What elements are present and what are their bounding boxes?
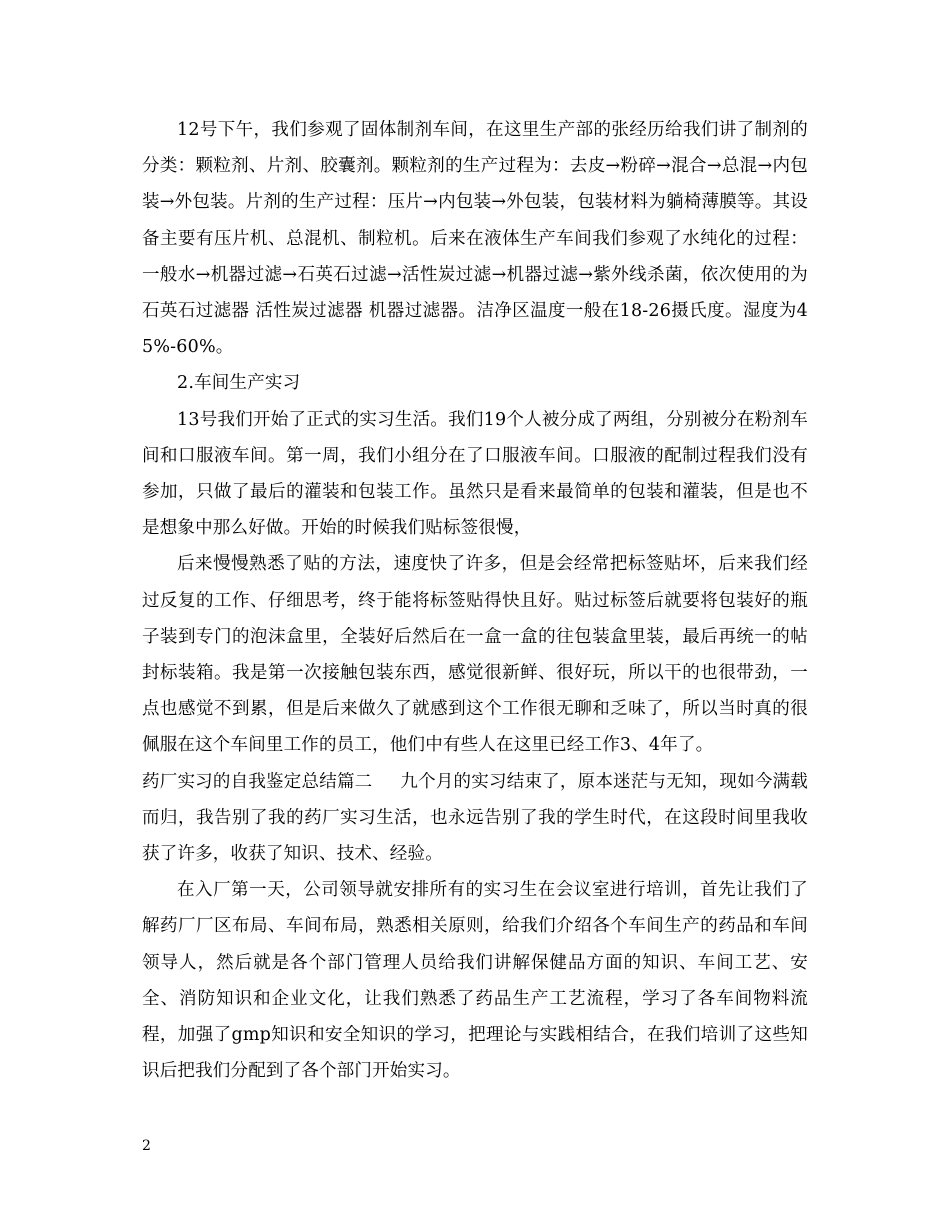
paragraph-solid-dosage-visit: 12号下午，我们参观了固体制剂车间，在这里生产部的张经历给我们讲了制剂的分类：颗粒剂、片剂、胶囊剂。颗粒剂的生产过程为：去皮→粉碎→混合→总混→内包装→外包装。片剂的生产过程：压片→内包装→外包装，包装材料为躺椅薄膜等。其设备主要有压片机、总混机、制粒机。后来在液体生产车间我们参观了水纯化的过程：一般水→机器过滤→石英石过滤→活性炭过滤→机器过滤→紫外线杀菌，依次使用的为石英石过滤器 活性炭过滤器 机器过滤器。洁净区温度一般在18-26摄氏度。湿度为45%-60%。 (142, 120, 808, 358)
paragraph-labeling-work: 后来慢慢熟悉了贴的方法，速度快了许多，但是会经常把标签贴坏，后来我们经过反复的工作、仔细思考，终于能将标签贴得快且好。贴过标签后就要将包装好的瓶子装到专门的泡沫盒里，全装好后然后在一盒一盒的往包装盒里装，最后再统一的帖封标装箱。我是第一次接触包装东西，感觉很新鲜、很好玩，所以干的也很带劲，一点也感觉不到累，但是后来做久了就感到这个工作很无聊和乏味了，所以当时真的很佩服在这个车间里工作的员工，他们中有些人在这里已经工作3、4年了。 (142, 554, 808, 756)
document-body (142, 112, 808, 1089)
section-two-opening (142, 764, 808, 873)
subheading-workshop-practice: 2.车间生产实习 (177, 373, 301, 394)
section-intro-text: 九个月的实习结束了，原本迷茫与无知，现如今满载而归，我告别了我的药厂实习生活，也永远告别了我的学生时代，在这段时间里我收获了许多，收获了知识、技术、经验。 (142, 771, 808, 865)
section-title: 药厂实习的自我鉴定总结篇二 (142, 771, 373, 792)
paragraph-practice-start: 13号我们开始了正式的实习生活。我们19个人被分成了两组，分别被分在粉剂车间和口服液车间。第一周，我们小组分在了口服液车间。口服液的配制过程我们没有参加，只做了最后的灌装和包装工作。虽然只是看来最简单的包装和灌装，但是也不是想象中那么好做。开始的时候我们贴标签很慢， (142, 409, 808, 539)
page-number: 2 (142, 1138, 151, 1154)
paragraph-training: 在入厂第一天，公司领导就安排所有的实习生在会议室进行培训，首先让我们了解药厂厂区布局、车间布局，熟悉相关原则，给我们介绍各个车间生产的药品和车间领导人，然后就是各个部门管理人员给我们讲解保健品方面的知识、车间工艺、安全、消防知识和企业文化，让我们熟悉了药品生产工艺流程，学习了各车间物料流程，加强了gmp知识和安全知识的学习，把理论与实践相结合，在我们培训了这些知识后把我们分配到了各个部门开始实习。 (142, 880, 808, 1082)
